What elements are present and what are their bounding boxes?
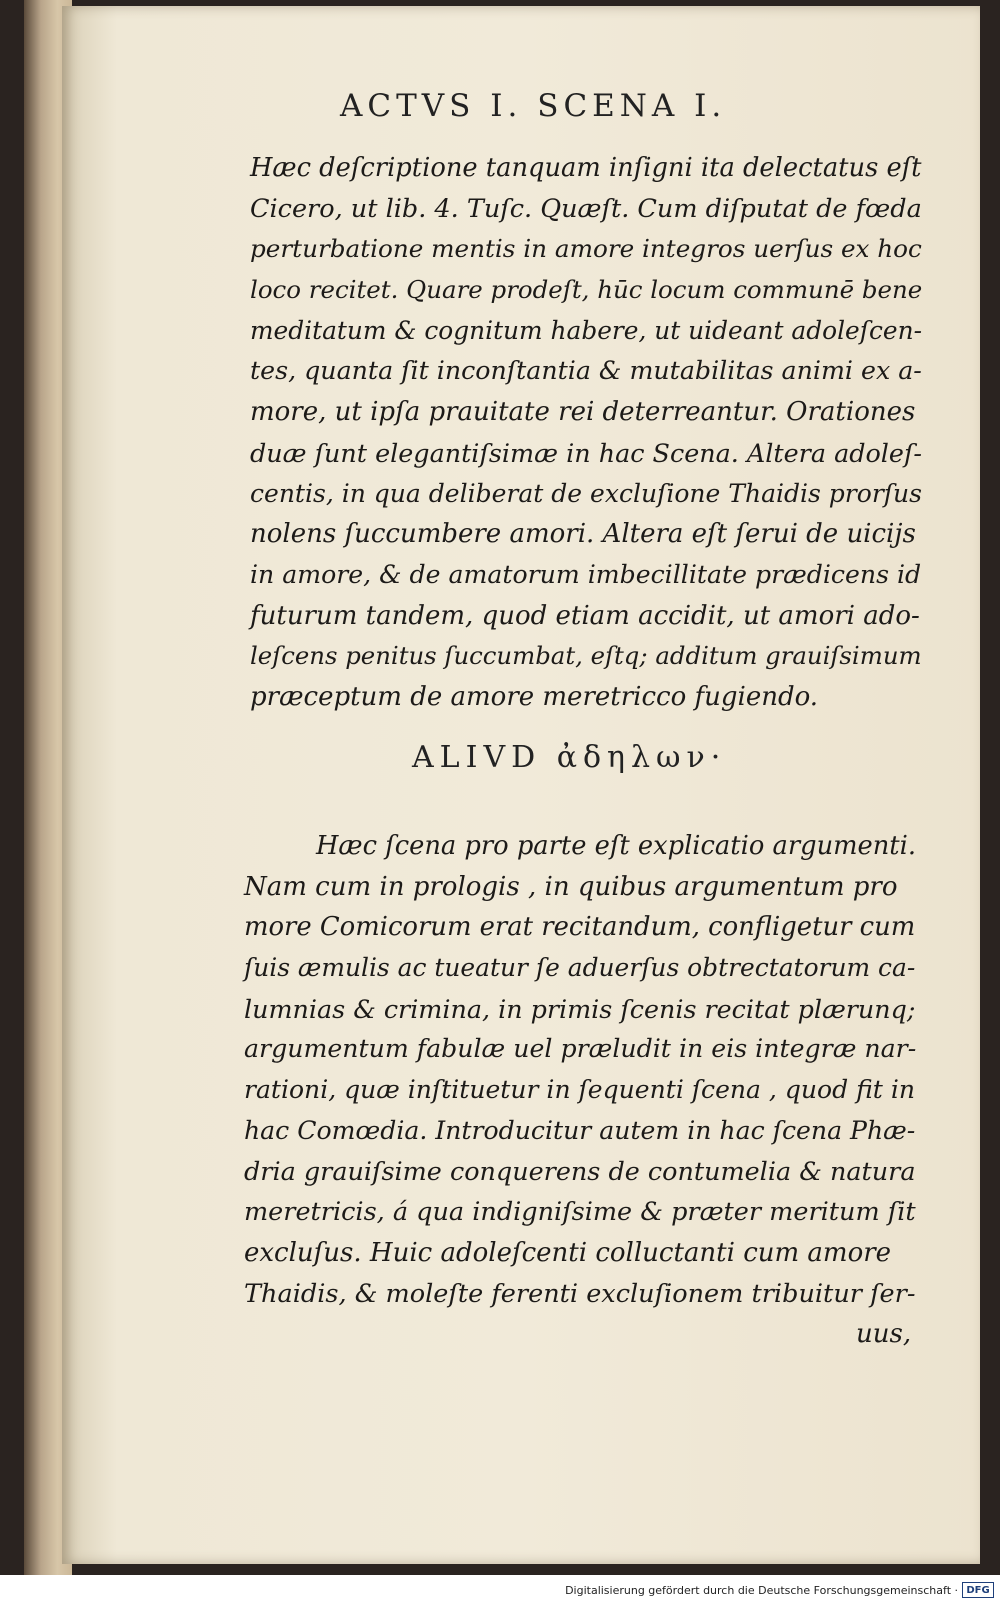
text-line: futurum tandem, quod etiam accidit, ut amori ado- (250, 600, 920, 631)
paragraph-commentary-2 (244, 826, 916, 1355)
section-heading: ALIVD ἀδηλων· (412, 740, 727, 775)
text-line: ſuis æmulis ac tueatur ſe aduerſus obtrectatorum ca- (244, 953, 916, 983)
text-line: rationi, quæ inſtituetur in ſequenti ſcena , quod fit in (244, 1075, 915, 1105)
text-line: leſcens penitus ſuccumbat, eſtq; additum grauiſsimum (250, 641, 922, 671)
text-line: nolens ſuccumbere amori. Altera eſt ſerui de uicijs (250, 519, 916, 550)
text-line: excluſus. Huic adoleſcenti colluctanti cum amore (244, 1237, 892, 1268)
text-line: perturbatione mentis in amore integros uerſus ex hoc (250, 234, 922, 264)
text-line: centis, in qua deliberat de excluſione Thaidis prorſus (250, 478, 922, 508)
text-line: Cicero, ut lib. 4. Tuſc. Quæſt. Cum diſputat de fœda (250, 193, 922, 224)
text-line: loco recitet. Quare prodeſt, hūc locum communē bene (250, 275, 923, 305)
dfg-logo: DFG (962, 1582, 994, 1598)
paragraph-commentary-1 (250, 148, 922, 718)
text-line: Thaidis, & moleſte ferenti excluſionem tribuitur ſer- (244, 1278, 916, 1309)
catchword: uus, (856, 1319, 912, 1350)
digitization-credit: Digitalisierung gefördert durch die Deutsche Forschungsgemeinschaft · (565, 1584, 958, 1597)
text-line: Hæc deſcriptione tanquam inſigni ita delectatus eſt (250, 153, 922, 183)
text-line: hac Comœdia. Introducitur autem in hac ſcena Phæ- (244, 1115, 916, 1145)
text-line: meditatum & cognitum habere, ut uideant adoleſcen- (250, 315, 922, 345)
text-line: duæ ſunt elegantiſsimæ in hac Scena. Altera adoleſ- (250, 437, 922, 468)
text-line: meretricis, á qua indigniſsime & præter meritum ſit (244, 1197, 916, 1228)
text-line: tes, quanta ſit inconſtantia & mutabilitas animi ex a- (250, 356, 922, 386)
text-line: more Comicorum erat recitandum, confligetur cum (244, 912, 916, 943)
text-line: præceptum de amore meretricco fugiendo. (250, 681, 819, 712)
text-line: more, ut ipſa prauitate rei deterreantur. Orationes (250, 397, 916, 428)
text-line: in amore, & de amatorum imbecillitate prædicens id (250, 559, 922, 589)
text-line: Hæc ſcena pro parte eſt explicatio argumenti. (316, 831, 917, 861)
text-line: lumnias & crimina, in primis ſcenis recitat plærunq; (244, 993, 916, 1024)
text-line: dria grauiſsime conquerens de contumelia & natura (244, 1156, 916, 1187)
text-line: Nam cum in prologis , in quibus argumentum pro (244, 871, 898, 902)
text-line: argumentum fabulæ uel præludit in eis integræ nar- (244, 1034, 917, 1064)
running-header: ACTVS I. SCENA I. (340, 88, 727, 124)
